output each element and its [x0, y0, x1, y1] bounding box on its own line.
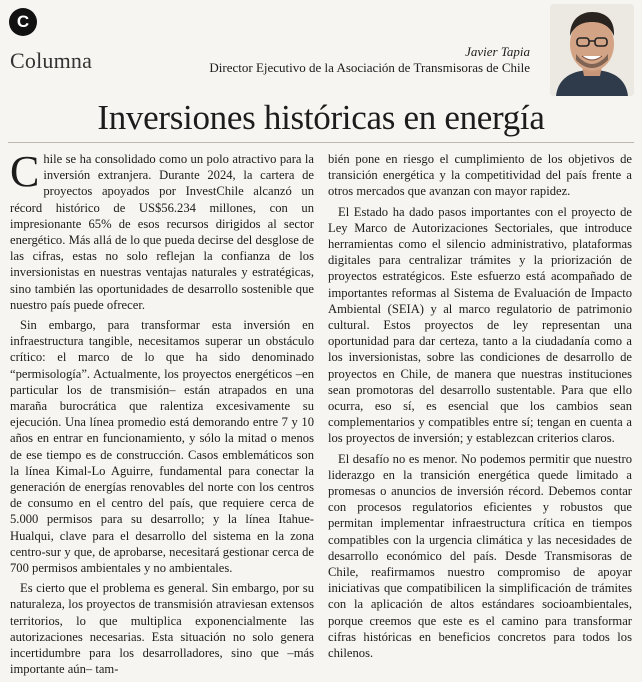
- section-label: Columna: [10, 48, 93, 73]
- author-photo: [550, 4, 634, 96]
- paragraph-text: hile se ha consolidado como un polo atractivo para la inversión extranjera. Durante 2024, la cartera de proyectos apoyados por InvestChile alcanzó un récord histórico de US$56.234 millones, con un impresionante 65% de esos recursos dirigidos al sector energético. Más allá de lo que pueda decirse del desglose de las cifras, estas no solo reflejan la confianza de los inversionistas en nuestras ventajas naturales y estratégicas, sino también las oportunidades de desarrollo sostenible que nuestro país puede ofrecer.: [10, 152, 314, 312]
- author-name: Javier Tapia: [465, 44, 530, 59]
- section-badge: C: [9, 8, 37, 36]
- author-block: [209, 44, 530, 76]
- article-column-right: [328, 151, 632, 665]
- article-paragraph: Sin embargo, para transformar esta inversión en infraestructura tangible, necesitamos superar un obstáculo crítico: el marco de lo que ha sido denominado “permisología”. Actualmente, los proyectos energéticos –en particular los de transmisión– están atrapados en una maraña burocrática que ralentiza excesivamente su ejecución. Una línea promedio está demorando entre 7 y 10 años en entrar en funcionamiento, y sólo la mitad o menos de ese tiempo es de construcción. Casos emblemáticos son la línea Kimal-Lo Aguirre, fundamental para conectar la generación de energías renovables del norte con los centros de consumo en el centro del país, que requiere cerca de 5.000 permisos para su desarrollo; y la línea Itahue-Hualqui, clave para el desarrollo del sistema en la zona centro-sur y que, de aprobarse, necesitará gestionar cerca de 700 permisos ambientales y no ambientales.: [10, 318, 314, 576]
- author-role: Director Ejecutivo de la Asociación de Transmisoras de Chile: [209, 60, 530, 75]
- article-headline: Inversiones históricas en energía: [97, 98, 545, 137]
- headline-divider: [8, 142, 634, 143]
- author-portrait-icon: [550, 4, 634, 96]
- article-paragraph: bién pone en riesgo el cumplimiento de los objetivos de transición energética y la competitividad del país frente a otros mercados que avanzan con mayor rapidez.: [328, 152, 632, 199]
- article-paragraph: Es cierto que el problema es general. Sin embargo, por su naturaleza, los proyectos de transmisión atraviesan extensos territorios, lo que multiplica exponencialmente las autorizaciones necesarias. Esta situación no solo genera incertidumbre para los desarrolladores, sino que –más importante aún– tam-: [10, 581, 314, 677]
- drop-cap: C: [10, 147, 40, 196]
- article-paragraph: El Estado ha dado pasos importantes con el proyecto de Ley Marco de Autorizaciones Sectoriales, que introduce herramientas como el silencio administrativo, plataformas digitales para centralizar trámites y la priorización de proyectos estratégicos. Este esfuerzo está acompañado de importantes reformas al Sistema de Evaluación de Impacto Ambiental (SEIA) y al marco regulatorio de patrimonio cultural. Estos proyectos de ley representan una oportunidad para dar certeza, tanto a la ciudadanía como a los inversionistas, sobre las condiciones de desarrollo de proyectos en Chile, de manera que nuestras instituciones sean promotoras del desarrollo sustentable. Para que ello ocurra, eso sí, es esencial que los cambios sean complementarios y compatibles entre sí; tengan en cuenta a los proyectos de inversión; y establezcan criterios claros.: [328, 204, 632, 446]
- article-paragraph: [10, 147, 314, 313]
- article-paragraph: El desafío no es menor. No podemos permitir que nuestro liderazgo en la transición energética quede limitado a promesas o anuncios de inversión récord. Debemos contar con procesos regulatorios eficientes y robustos que permitan implementar infraestructura crítica en tiempos compatibles con la urgencia climática y las necesidades de desarrollo económico del país. Desde Transmisoras de Chile, reafirmamos nuestro compromiso de apoyar iniciativas que compatibilicen la simplificación de trámites con la aplicación de altos estándares socioambientales, porque creemos que este es el camino para transformar cifras históricas en beneficios concretos para todos los chilenos.: [328, 451, 632, 661]
